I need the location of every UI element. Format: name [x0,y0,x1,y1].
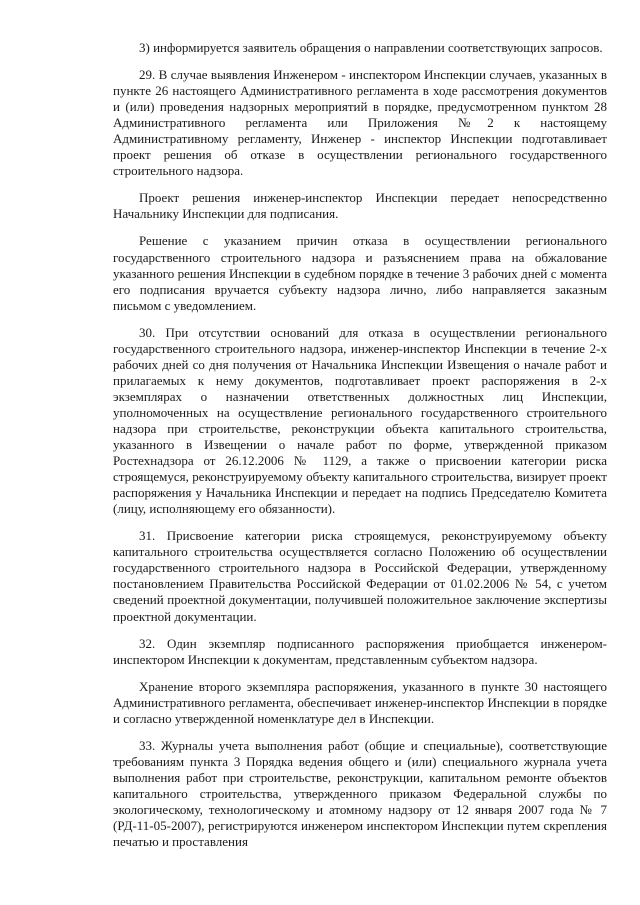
document-body [113,40,607,850]
paragraph-32: 32. Один экземпляр подписанного распоряжения приобщается инженером-инспектором Инспекции к документам, представленным субъектом надзора. [113,635,607,667]
paragraph-refusal-decision: Решение с указанием причин отказа в осуществлении регионального государственного строительного надзора и разъяснением права на обжалование указанного решения Инспекции в судебном порядке в течение 3 рабочих дней с момента его подписания вручается субъекту надзора лично, либо направляется заказным письмом с уведомлением. [113,233,607,313]
paragraph-30: 30. При отсутствии оснований для отказа в осуществлении регионального государственного строительного надзора, инженер-инспектор Инспекции в течение 2-х рабочих дней со дня получения от Начальника Инспекции Извещения о начале работ и прилагаемых к нему документов, подготавливает проект распоряжения в 2-х экземплярах о назначении ответственных должностных лиц Инспекции, уполномоченных на осуществление регионального государственного строительного надзора при строительстве, реконструкции объекта капитального строительства, указанного в Извещении о начале работ по форме, утвержденной приказом Ростехнадзора от 26.12.2006 № 1129, а также о присвоении категории риска строящемуся, реконструируемому объекту капитального строительства, визирует проект распоряжения у Начальника Инспекции и передает на подпись Председателю Комитета (лицу, исполняющему его обязанности). [113,324,607,517]
paragraph-project-transfer: Проект решения инженер-инспектор Инспекции передает непосредственно Начальнику Инспекции для подписания. [113,190,607,222]
paragraph-storage: Хранение второго экземпляра распоряжения, указанного в пункте 30 настоящего Административного регламента, обеспечивает инженер-инспектор Инспекции в порядке и согласно утвержденной номенклатуре дел в Инспекции. [113,678,607,726]
paragraph-33: 33. Журналы учета выполнения работ (общие и специальные), соответствующие требованиям пункта 3 Порядка ведения общего и (или) специального журнала учета выполнения работ при строительстве, реконструкции, капитальном ремонте объектов капитального строительства, утвержденного приказом Федеральной службы по экологическому, технологическому и атомному надзору от 12 января 2007 года № 7 (РД-11-05-2007), регистрируются инженером инспектором Инспекции путем скрепления печатью и проставления [113,737,607,850]
paragraph-31: 31. Присвоение категории риска строящемуся, реконструируемому объекту капитального строительства осуществляется согласно Положению об осуществлении государственного строительного надзора в Российской Федерации, утвержденному постановлением Правительства Российской Федерации от 01.02.2006 № 54, с учетом сведений проектной документации, получившей положительное заключение экспертизы проектной документации. [113,528,607,624]
paragraph-item-3: 3) информируется заявитель обращения о направлении соответствующих запросов. [139,40,603,55]
paragraph-29: 29. В случае выявления Инженером - инспектором Инспекции случаев, указанных в пункте 26 настоящего Административного регламента в ходе рассмотрения документов и (или) проведения надзорных мероприятий в порядке, предусмотренном пунктом 28 Административного регламента или Приложения №2 к настоящему Административному регламенту, Инженер - инспектор Инспекции подготавливает проект решения об отказе в осуществлении регионального государственного строительного надзора. [113,67,607,179]
